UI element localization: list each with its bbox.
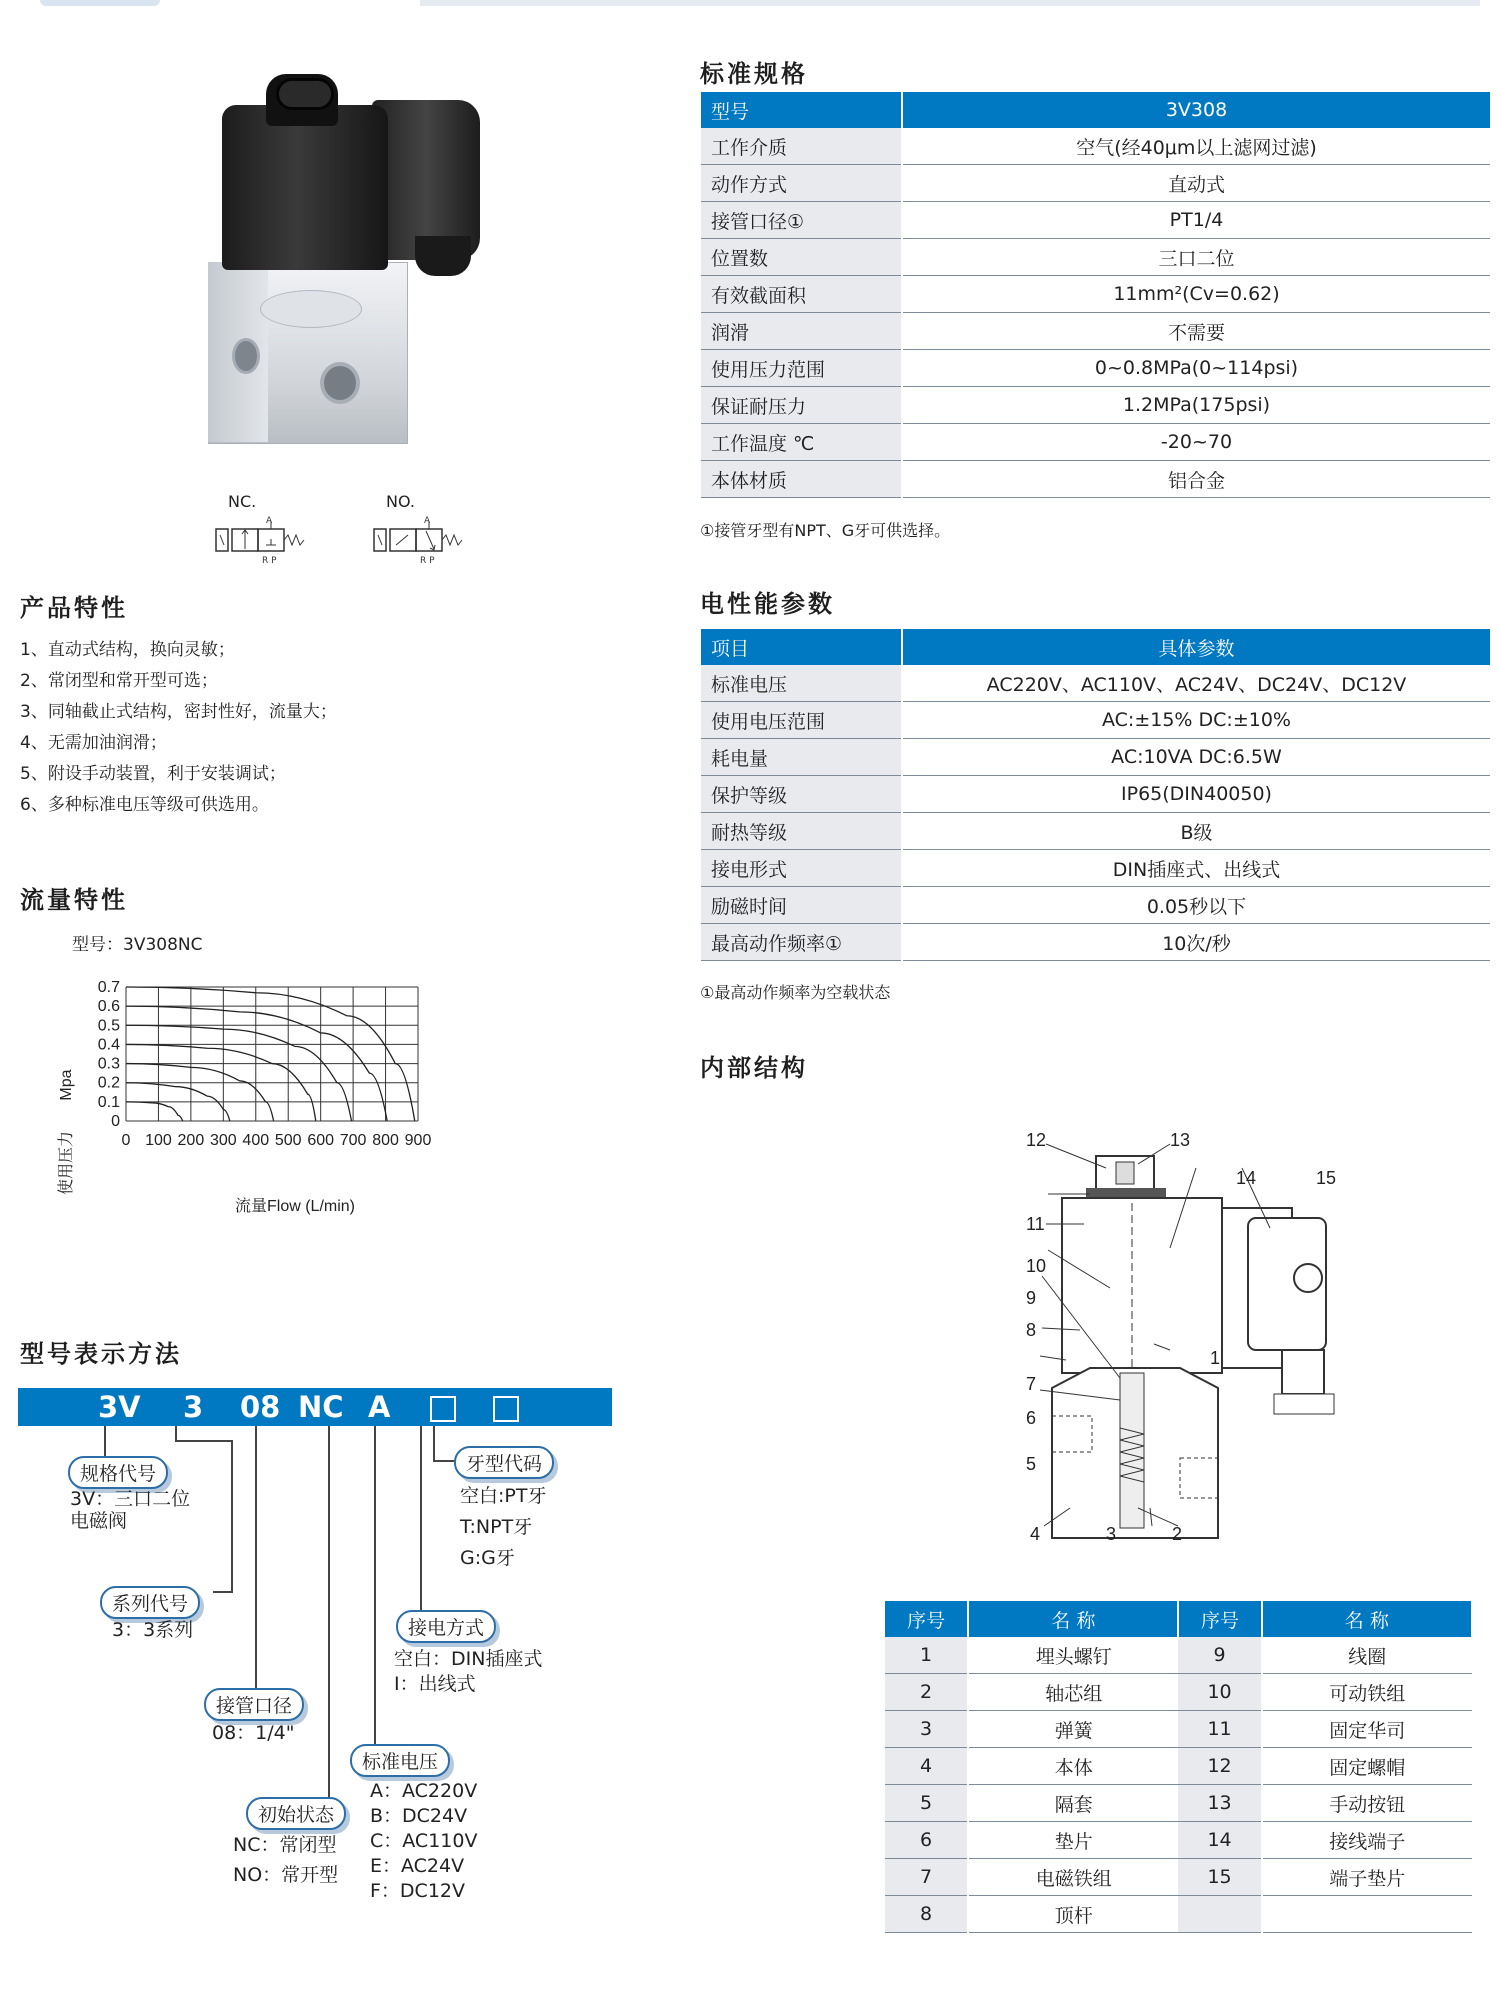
cable-gland: [1282, 1350, 1324, 1394]
series-code-desc: 3：3系列: [112, 1619, 194, 1641]
table-row: 最高动作频率① 10次/秒: [701, 924, 1490, 961]
x-tick-label: 500: [274, 1132, 302, 1149]
initial-state-desc: NC：常闭型 NO：常开型: [233, 1834, 339, 1886]
terminal-screw: [1294, 1264, 1322, 1292]
feature-item: 6、多种标准电压等级可供选用。: [20, 795, 269, 815]
connector-line: [231, 1440, 233, 1592]
code-box-thread: [493, 1396, 519, 1422]
features-list: [20, 635, 337, 821]
x-tick-label: 400: [242, 1132, 270, 1149]
code-box-wiring: [430, 1396, 456, 1422]
y-tick-label: 0.2: [97, 1074, 120, 1092]
table-row: 标准电压 AC220V、AC110V、AC24V、DC24V、DC12V: [701, 665, 1490, 702]
spec-code-desc: 3V：三口二位 电磁阀: [70, 1488, 191, 1532]
table-row: 接电形式 DIN插座式、出线式: [701, 850, 1490, 887]
electric-heading: 电性能参数: [700, 590, 835, 618]
spec-note: ①接管牙型有NPT、G牙可供选择。: [700, 521, 951, 540]
table-row: 8 顶杆: [885, 1896, 1472, 1933]
flow-curve-0.1: [126, 1102, 183, 1121]
model-code-bar: [18, 1388, 612, 1426]
series-code-pill: 系列代号: [100, 1586, 200, 1619]
feature-item: 2、常闭型和常开型可选；: [20, 671, 218, 691]
x-tick-label: 100: [145, 1132, 172, 1149]
port-hole: [232, 338, 260, 374]
table-row: 4 本体 12 固定螺帽: [885, 1748, 1472, 1785]
flow-chart: [40, 975, 580, 1225]
connector-line: [255, 1426, 257, 1688]
voltage-pill: 标准电压: [350, 1744, 450, 1777]
table-row: 耗电量 AC:10VA DC:6.5W: [701, 739, 1490, 776]
connector-line: [420, 1426, 422, 1612]
chart-series: [126, 987, 415, 1121]
nc-symbol-label: NC.: [228, 492, 257, 511]
thread-pill: 牙型代码: [454, 1446, 554, 1479]
spec-code-pill: 规格代号: [68, 1456, 168, 1489]
port-a-label: A: [266, 516, 273, 526]
connector-line: [328, 1426, 330, 1798]
table-row: 动作方式 直动式: [701, 165, 1490, 202]
x-tick-label: 700: [339, 1132, 367, 1149]
flow-curve-0.5: [126, 1025, 351, 1121]
thread-desc: 空白:PT牙 T:NPT牙 G:G牙: [460, 1485, 547, 1569]
callout-10: 10: [1026, 1256, 1047, 1276]
table-row: 励磁时间 0.05秒以下: [701, 887, 1490, 924]
port-hole: [320, 362, 360, 404]
table-row: 本体材质 铝合金: [701, 461, 1490, 498]
x-tick-label: 900: [404, 1132, 432, 1149]
table-row: 5 隔套 13 手动按钮: [885, 1785, 1472, 1822]
callout-13: 13: [1170, 1130, 1191, 1150]
voltage-desc: A：AC220V B：DC24V C：AC110V E：AC24V F：DC12V: [370, 1780, 478, 1902]
parts-table: [885, 1601, 1473, 1933]
manual-button: [276, 78, 334, 110]
valve-neck: [260, 290, 362, 328]
table-row: 2 轴芯组 10 可动铁组: [885, 1674, 1472, 1711]
no-valve-symbol-icon: [368, 515, 478, 575]
callout-8: 8: [1026, 1320, 1037, 1340]
manual-button-part: [1116, 1162, 1134, 1184]
header-strip: [420, 0, 1480, 6]
callout-2: 2: [1172, 1524, 1183, 1544]
spec-table-header: 型号 3V308: [701, 92, 1490, 128]
flow-model: 型号：3V308NC: [72, 935, 203, 955]
callout-7: 7: [1026, 1374, 1037, 1394]
table-row: 接管口径① PT1/4: [701, 202, 1490, 239]
electric-table-header: 项目 具体参数: [701, 629, 1490, 665]
connector-line: [213, 1591, 233, 1593]
features-heading: 产品特性: [20, 594, 128, 622]
table-row: 位置数 三口二位: [701, 239, 1490, 276]
parts-table-header: 序号 名 称 序号 名 称: [885, 1601, 1472, 1637]
callout-12: 12: [1026, 1130, 1047, 1150]
x-tick-label: 800: [372, 1132, 399, 1149]
callout-9: 9: [1026, 1288, 1037, 1308]
connector-gland: [415, 236, 471, 276]
flow-heading: 流量特性: [20, 886, 128, 914]
callout-4: 4: [1030, 1524, 1041, 1544]
code-part-port: 08: [240, 1390, 281, 1424]
y-axis-label: 使用压力: [58, 1130, 75, 1196]
callout-6: 6: [1026, 1408, 1037, 1428]
header-decoration: [40, 0, 160, 6]
table-row: 6 垫片 14 接线端子: [885, 1822, 1472, 1859]
callout-15: 15: [1316, 1168, 1337, 1188]
table-row: 使用压力范围 0~0.8MPa(0~114psi): [701, 350, 1490, 387]
connector-line: [433, 1460, 455, 1462]
y-tick-label: 0.6: [97, 998, 120, 1016]
wiring-pill: 接电方式: [396, 1610, 496, 1643]
electric-table: [701, 629, 1490, 961]
table-row: 使用电压范围 AC:±15% DC:±10%: [701, 702, 1490, 739]
table-row: 1 埋头螺钉 9 线圈: [885, 1637, 1472, 1674]
electric-note: ①最高动作频率为空载状态: [700, 983, 891, 1002]
coil-housing: [1062, 1198, 1222, 1373]
table-row: 保证耐压力 1.2MPa(175psi): [701, 387, 1490, 424]
table-row: 工作温度 ℃ -20~70: [701, 424, 1490, 461]
code-part-model: 3: [183, 1390, 204, 1424]
connector-line: [433, 1426, 435, 1460]
structure-heading: 内部结构: [700, 1054, 808, 1082]
fixing-washer: [1086, 1188, 1166, 1198]
table-row: 工作介质 空气(经40μm以上滤网过滤): [701, 128, 1490, 165]
initial-state-pill: 初始状态: [246, 1797, 346, 1830]
y-axis-unit: Mpa: [58, 1069, 75, 1101]
feature-item: 3、同轴截止式结构，密封性好，流量大；: [20, 702, 337, 722]
x-tick-label: 200: [177, 1132, 205, 1149]
port-size-desc: 08：1/4": [212, 1722, 295, 1744]
x-tick-label: 0: [121, 1132, 131, 1149]
table-row: 保护等级 IP65(DIN40050): [701, 776, 1490, 813]
callout-1: 1: [1210, 1348, 1221, 1368]
code-part-state: NC: [298, 1390, 344, 1424]
spec-table: [701, 92, 1490, 498]
feature-item: 1、直动式结构，换向灵敏；: [20, 640, 235, 660]
port-a-label: A: [424, 516, 431, 526]
y-tick-label: 0.4: [97, 1036, 120, 1054]
x-tick-label: 300: [209, 1132, 237, 1149]
table-row: 有效截面积 11mm²(Cv=0.62): [701, 276, 1490, 313]
gland-nut: [1274, 1394, 1334, 1414]
code-part-series: 3V: [98, 1390, 141, 1424]
no-symbol-label: NO.: [386, 492, 415, 511]
port-rp-label: R P: [262, 556, 277, 566]
port-size-pill: 接管口径: [204, 1688, 304, 1721]
feature-item: 4、无需加油润滑；: [20, 733, 167, 753]
table-row: 润滑 不需要: [701, 313, 1490, 350]
port-rp-label: R P: [420, 556, 435, 566]
connector-line: [175, 1426, 177, 1440]
callout-11: 11: [1026, 1214, 1045, 1234]
connector-line: [175, 1440, 231, 1442]
callout-5: 5: [1026, 1454, 1037, 1474]
y-tick-label: 0.1: [97, 1093, 120, 1111]
model-code-heading: 型号表示方法: [20, 1340, 182, 1368]
x-axis-label: 流量Flow (L/min): [235, 1198, 356, 1215]
spec-heading: 标准规格: [700, 60, 808, 88]
y-tick-label: 0: [111, 1113, 120, 1130]
table-row: 3 弹簧 11 固定华司: [885, 1711, 1472, 1748]
valve-cross-section-diagram: [1020, 1128, 1380, 1568]
table-row: 7 电磁铁组 15 端子垫片: [885, 1859, 1472, 1896]
spool-assembly: [1120, 1373, 1144, 1528]
y-tick-label: 0.7: [97, 979, 120, 996]
callout-14: 14: [1236, 1168, 1257, 1188]
nc-valve-symbol-icon: [210, 515, 320, 575]
solenoid-coil: [222, 105, 388, 270]
code-part-voltage: A: [368, 1390, 391, 1424]
y-tick-label: 0.3: [97, 1055, 120, 1073]
connector-line: [374, 1426, 376, 1746]
callout-3: 3: [1106, 1524, 1117, 1544]
y-tick-label: 0.5: [97, 1017, 120, 1035]
feature-item: 5、附设手动装置，利于安装调试；: [20, 764, 286, 784]
wiring-desc: 空白：DIN插座式 I：出线式: [394, 1648, 543, 1695]
x-tick-label: 600: [307, 1132, 335, 1149]
table-row: 耐热等级 B级: [701, 813, 1490, 850]
